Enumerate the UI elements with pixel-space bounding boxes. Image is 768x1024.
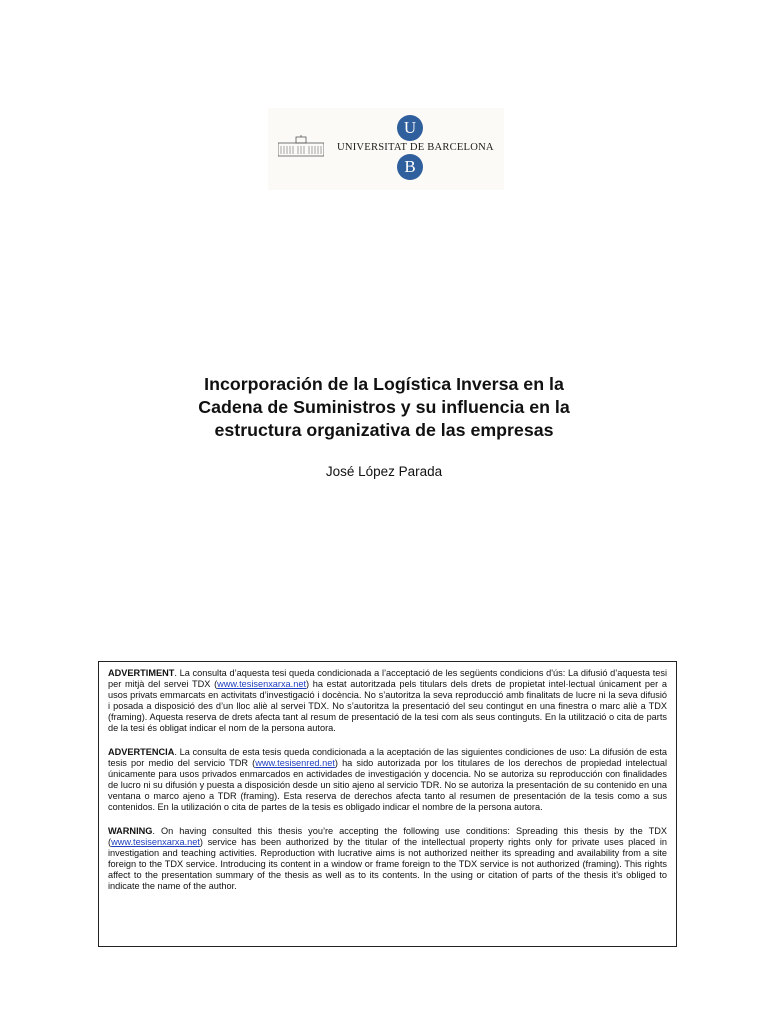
title-line-3: estructura organizativa de las empresas [214, 420, 554, 440]
notice-spanish-heading: ADVERTENCIA [108, 747, 175, 757]
thesis-title [0, 373, 768, 442]
logo-circle-u: U [397, 115, 423, 141]
link-tesisenxarxa-english[interactable]: www.tesisenxarxa.net [111, 837, 200, 847]
building-icon [278, 135, 324, 157]
notice-catalan-text-2: ) ha estat autoritzada pels titulars dels drets de propietat intel·lectual únicament per a usos privats emmarcats en activitats d’investigació i docència. No s’autoritza la seva reproducció amb finalitats de lucre ni la seva difusió i posada a disposició des d’un lloc aliè al servei TDX. No s’autoritza la presentació del seu contingut en una finestra o marc aliè a TDX (framing). Aquesta reserva de drets afecta tant al resum de presentació de la tesi com als seus continguts. En la utilització o cita de parts de la tesi és obligat indicar el nom de la persona autora. [108, 679, 667, 733]
author-name: José López Parada [325, 464, 443, 479]
legal-notice-box [98, 661, 677, 947]
notice-spanish-text-1: . La consulta de esta tesis queda condicionada a la aceptación de las siguientes condiciones de uso: La difusión de esta tesis por medio del servicio TDR ( [108, 747, 667, 768]
title-line-1: Incorporación de la Logística Inversa en la [204, 374, 564, 394]
notice-spanish [108, 747, 667, 813]
link-tesisenred[interactable]: www.tesisenred.net [255, 758, 335, 768]
notice-catalan-text-1: . La consulta d’aquesta tesi queda condicionada a l’acceptació de les següents condicions d'ús: La difusió d’aquesta tesi per mitjà del servei TDX ( [108, 668, 667, 689]
notice-spanish-text-2: ) ha sido autorizada por los titulares de los derechos de propiedad intelectual únicamente para usos privados enmarcados en actividades de investigación y docencia. No se autoriza su reproducción con finalidades de lucro ni su difusión y puesta a disposición desde un sitio ajeno al servicio TDR. No se autoriza la presentación de su contenido en una ventana o marco ajeno a TDR (framing). Esta reserva de derechos afecta tanto al resumen de presentación de la tesis como a sus contenidos. En la utilización o cita de partes de la tesis es obligado indicar el nombre de la persona autora. [108, 758, 667, 812]
notice-catalan [108, 668, 667, 734]
notice-catalan-heading: ADVERTIMENT [108, 668, 175, 678]
link-tesisenxarxa-catalan[interactable]: www.tesisenxarxa.net [217, 679, 306, 689]
notice-english-text-1: . On having consulted this thesis you’re accepting the following use conditions: Spreading this thesis by the TDX ( [108, 826, 667, 847]
notice-english-heading: WARNING [108, 826, 153, 836]
notice-english-text-2: ) service has been authorized by the titular of the intellectual property rights only for private uses placed in investigation and teaching activities. Reproduction with lucrative aims is not authorized neither its spreading and availability from a site foreign to the TDX service. Introducing its content in a window or frame foreign to the TDX service is not authorized (framing). This rights affect to the presentation summary of the thesis as well as to its contents. In the using or citation of parts of the thesis it’s obliged to indicate the name of the author. [108, 837, 667, 891]
logo-circle-b: B [397, 154, 423, 180]
title-line-2: Cadena de Suministros y su influencia en la [198, 397, 570, 417]
university-logo [268, 108, 504, 190]
notice-english [108, 826, 667, 892]
institution-name: UNIVERSITAT DE BARCELONA [337, 142, 494, 153]
